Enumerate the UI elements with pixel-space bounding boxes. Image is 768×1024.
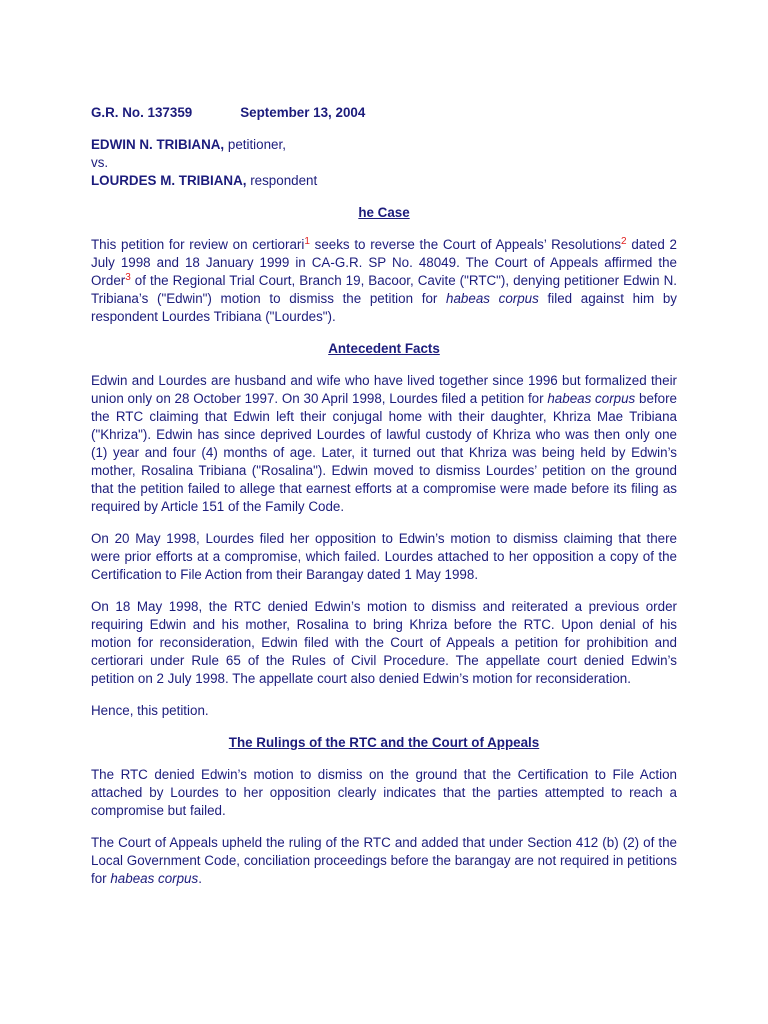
the-case-paragraph bbox=[91, 236, 677, 326]
section-title-the-case: he Case bbox=[358, 205, 410, 220]
text-run: This petition for review on certiorari bbox=[91, 237, 305, 252]
text-run: filed against him by respondent Lourdes Tribiana ("Lourdes"). bbox=[91, 291, 678, 324]
italic-term: habeas corpus bbox=[547, 391, 636, 406]
text-run: seeks to reverse the Court of Appeals’ Resolutions bbox=[309, 237, 622, 252]
italic-term: habeas corpus bbox=[110, 871, 199, 886]
antecedent-paragraph-4: Hence, this petition. bbox=[91, 703, 209, 718]
text-run: dated 2 July 1998 and 18 January 1999 in CA-G.R. SP No. 48049. The Court of Appeals affirmed the Order bbox=[91, 237, 677, 288]
antecedent-paragraph-3: On 18 May 1998, the RTC denied Edwin’s motion to dismiss and reiterated a previous order requiring Edwin and his mother, Rosalina to bring Khriza before the RTC. Upon denial of his motion for reconsideration, Edwin filed with the Court of Appeals a petition for prohibition and certiorari under Rule 65 of the Rules of Civil Procedure. The appellate court denied Edwin’s petition on 2 July 1998. The appellate court also denied Edwin’s motion for reconsideration. bbox=[91, 599, 677, 686]
versus-line: vs. bbox=[91, 155, 109, 170]
respondent-line bbox=[91, 172, 677, 190]
antecedent-paragraph-1 bbox=[91, 372, 677, 516]
petitioner-role: petitioner, bbox=[224, 137, 286, 152]
respondent-name: LOURDES M. TRIBIANA, bbox=[91, 173, 247, 188]
respondent-role: respondent bbox=[246, 173, 318, 188]
rulings-paragraph-2 bbox=[91, 834, 677, 888]
footnote-ref-2[interactable]: 2 bbox=[621, 236, 627, 247]
italic-term: habeas corpus bbox=[446, 291, 539, 306]
section-title-rulings: The Rulings of the RTC and the Court of Appeals bbox=[228, 735, 540, 750]
petitioner-line bbox=[91, 136, 677, 154]
antecedent-paragraph-2: On 20 May 1998, Lourdes filed her opposition to Edwin’s motion to dismiss claiming that there were prior efforts at a compromise, which failed. Lourdes attached to her opposition a copy of the Certification to File Action from their Barangay dated 1 May 1998. bbox=[91, 531, 677, 582]
text-run: . bbox=[198, 871, 202, 886]
document-page bbox=[91, 104, 677, 902]
case-header bbox=[91, 104, 677, 122]
petitioner-name: EDWIN N. TRIBIANA, bbox=[91, 137, 225, 152]
footnote-ref-1[interactable]: 1 bbox=[304, 236, 310, 247]
text-run: before the RTC claiming that Edwin left their conjugal home with their daughter, Khriza Mae Tribiana ("Khriza"). Edwin has since deprived Lourdes of lawful custody of Khriza who was then only one (1) year and four (4) months of age. Later, it turned out that Khriza was being held by Edwin’s mother, Rosalina Tribiana ("Rosalina"). Edwin moved to dismiss Lourdes’ petition on the ground that the petition failed to allege that earnest efforts at a compromise were made before its filing as required by Article 151 of the Family Code. bbox=[91, 391, 678, 514]
section-title-antecedent-facts: Antecedent Facts bbox=[328, 341, 440, 356]
gr-number: G.R. No. 137359 bbox=[91, 105, 193, 120]
text-run: of the Regional Trial Court, Branch 19, Bacoor, Cavite ("RTC"), denying petitioner Edwin N. Tribiana’s ("Edwin") motion to dismiss the petition for bbox=[91, 273, 677, 306]
text-run: The Court of Appeals upheld the ruling of the RTC and added that under Section 412 (b) (2) of the Local Government Code, conciliation proceedings before the barangay are not required in petitions for bbox=[91, 835, 677, 886]
parties-block bbox=[91, 136, 677, 190]
decision-date: September 13, 2004 bbox=[240, 105, 366, 120]
footnote-ref-3[interactable]: 3 bbox=[125, 272, 131, 283]
text-run: Edwin and Lourdes are husband and wife who have lived together since 1996 but formalized their union only on 28 October 1997. On 30 April 1998, Lourdes filed a petition for bbox=[91, 373, 677, 406]
rulings-paragraph-1: The RTC denied Edwin’s motion to dismiss on the ground that the Certification to File Action attached by Lourdes to her opposition clearly indicates that the parties attempted to reach a compromise but failed. bbox=[91, 767, 677, 818]
